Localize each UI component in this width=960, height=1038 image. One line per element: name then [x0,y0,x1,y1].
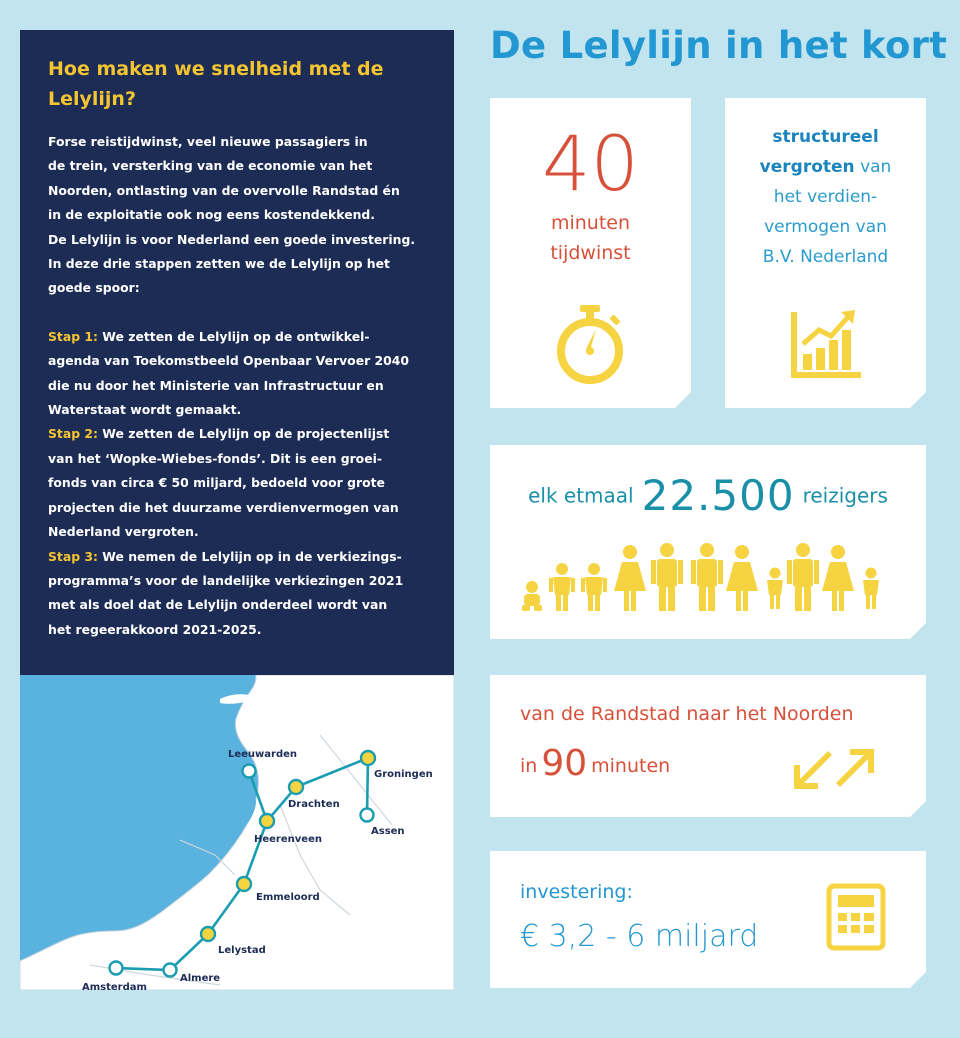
page-title: De Lelylijn in het kort [490,24,948,67]
travelers-post: reizigers [802,483,888,508]
step-2 [48,422,448,544]
travel-time-pre: in [520,755,538,777]
travel-route-text: van de Randstad naar het Noorden [520,703,854,725]
card-investment [490,851,926,988]
investment-amount: € 3,2 - 6 miljard [520,919,759,954]
intro-line: in de exploitatie ook nog eens kostendekkend. [48,207,375,223]
stopwatch-icon [552,303,628,385]
city-label: Almere [180,973,221,984]
step-line: agenda van Toekomstbeeld Openbaar Vervoer 2040 [48,353,410,369]
time-gain-line: tijdwinst [550,242,631,264]
step-line: We nemen de Lelylijn op in de verkiezings- [102,548,402,564]
earning-line: van [854,157,892,177]
step-line: Waterstaat wordt gemaakt. [48,402,242,418]
left-heading: Hoe maken we snelheid met de Lelylijn? [48,58,384,110]
card-earning-capacity [725,98,926,408]
time-gain-number: 40 [542,119,639,208]
intro-line: In deze drie stappen zetten we de Lelylijn op het [48,256,390,272]
intro-line: Noorden, ontlasting van de overvolle Randstad én [48,182,400,198]
earning-bold: vergroten [759,157,855,177]
station-heerenveen [260,814,274,828]
step-line: die nu door het Ministerie van Infrastructuur en [48,377,384,393]
left-body [48,130,448,642]
intro-line: De Lelylijn is voor Nederland een goede investering. [48,231,416,247]
city-label: Lelystad [218,945,266,956]
card-travel-time [490,675,926,817]
people-icon [520,543,896,613]
travelers-pre: elk etmaal [528,483,634,508]
info-text-box [20,30,454,675]
step-label: Stap 2: [48,426,98,442]
travelers-number: 22.500 [641,471,795,520]
city-label: Heerenveen [254,834,322,845]
travel-time-line [520,743,670,784]
city-label: Assen [371,826,405,837]
station-drachten [289,780,303,794]
intro-line: goede spoor: [48,280,140,296]
step-line: Nederland vergroten. [48,524,199,540]
station-lelystad [201,927,215,941]
step-line: projecten die het duurzame verdienvermogen van [48,499,399,515]
step-line: het regeerakkoord 2021-2025. [48,621,262,637]
step-line: We zetten de Lelylijn op de projectenlijst [102,426,390,442]
step-line: met als doel dat de Lelylijn onderdeel wordt van [48,597,388,613]
rising-chart-icon [789,308,863,380]
city-label: Leeuwarden [228,749,298,760]
card-time-gain [490,98,691,408]
earning-capacity-text [725,122,926,272]
station-groningen [361,751,375,765]
travel-time-post: minuten [591,755,671,777]
step-label: Stap 3: [48,548,98,564]
time-gain-label [490,208,691,268]
city-label: Drachten [288,799,340,810]
step-line: fonds van circa € 50 miljard, bedoeld voor grote [48,475,385,491]
step-label: Stap 1: [48,328,98,344]
earning-bold: structureel [772,127,879,147]
travel-time-number: 90 [541,743,588,784]
route-map [20,675,454,990]
calculator-icon [826,883,886,951]
station-emmeloord [237,877,251,891]
city-label: Groningen [374,769,433,780]
station-amsterdam [110,962,123,975]
step-line: programma’s voor de landelijke verkiezingen 2021 [48,572,404,588]
step-1 [48,325,448,423]
station-almere [164,964,177,977]
intro-line: de trein, versterking van de economie van het [48,158,373,174]
intro-paragraph [48,130,448,301]
travelers-line [490,471,926,520]
earning-line: vermogen van [764,217,887,237]
route-map-svg [20,675,454,990]
investment-label: investering: [520,881,633,903]
left-panel [20,30,454,990]
city-label: Amsterdam [82,982,147,990]
diagonal-arrows-icon [788,747,884,791]
step-line: We zetten de Lelylijn op de ontwikkel- [102,328,370,344]
station-assen [361,809,374,822]
intro-line: Forse reistijdwinst, veel nieuwe passagiers in [48,134,368,149]
earning-line: het verdien- [773,187,878,207]
time-gain-line: minuten [550,212,631,234]
step-line: van het ‘Wopke-Wiebes-fonds’. Dit is een groei- [48,450,382,466]
step-3 [48,545,448,643]
station-leeuwarden [243,765,256,778]
earning-line: B.V. Nederland [762,247,889,267]
city-label: Emmeloord [256,892,320,903]
card-travelers [490,445,926,639]
